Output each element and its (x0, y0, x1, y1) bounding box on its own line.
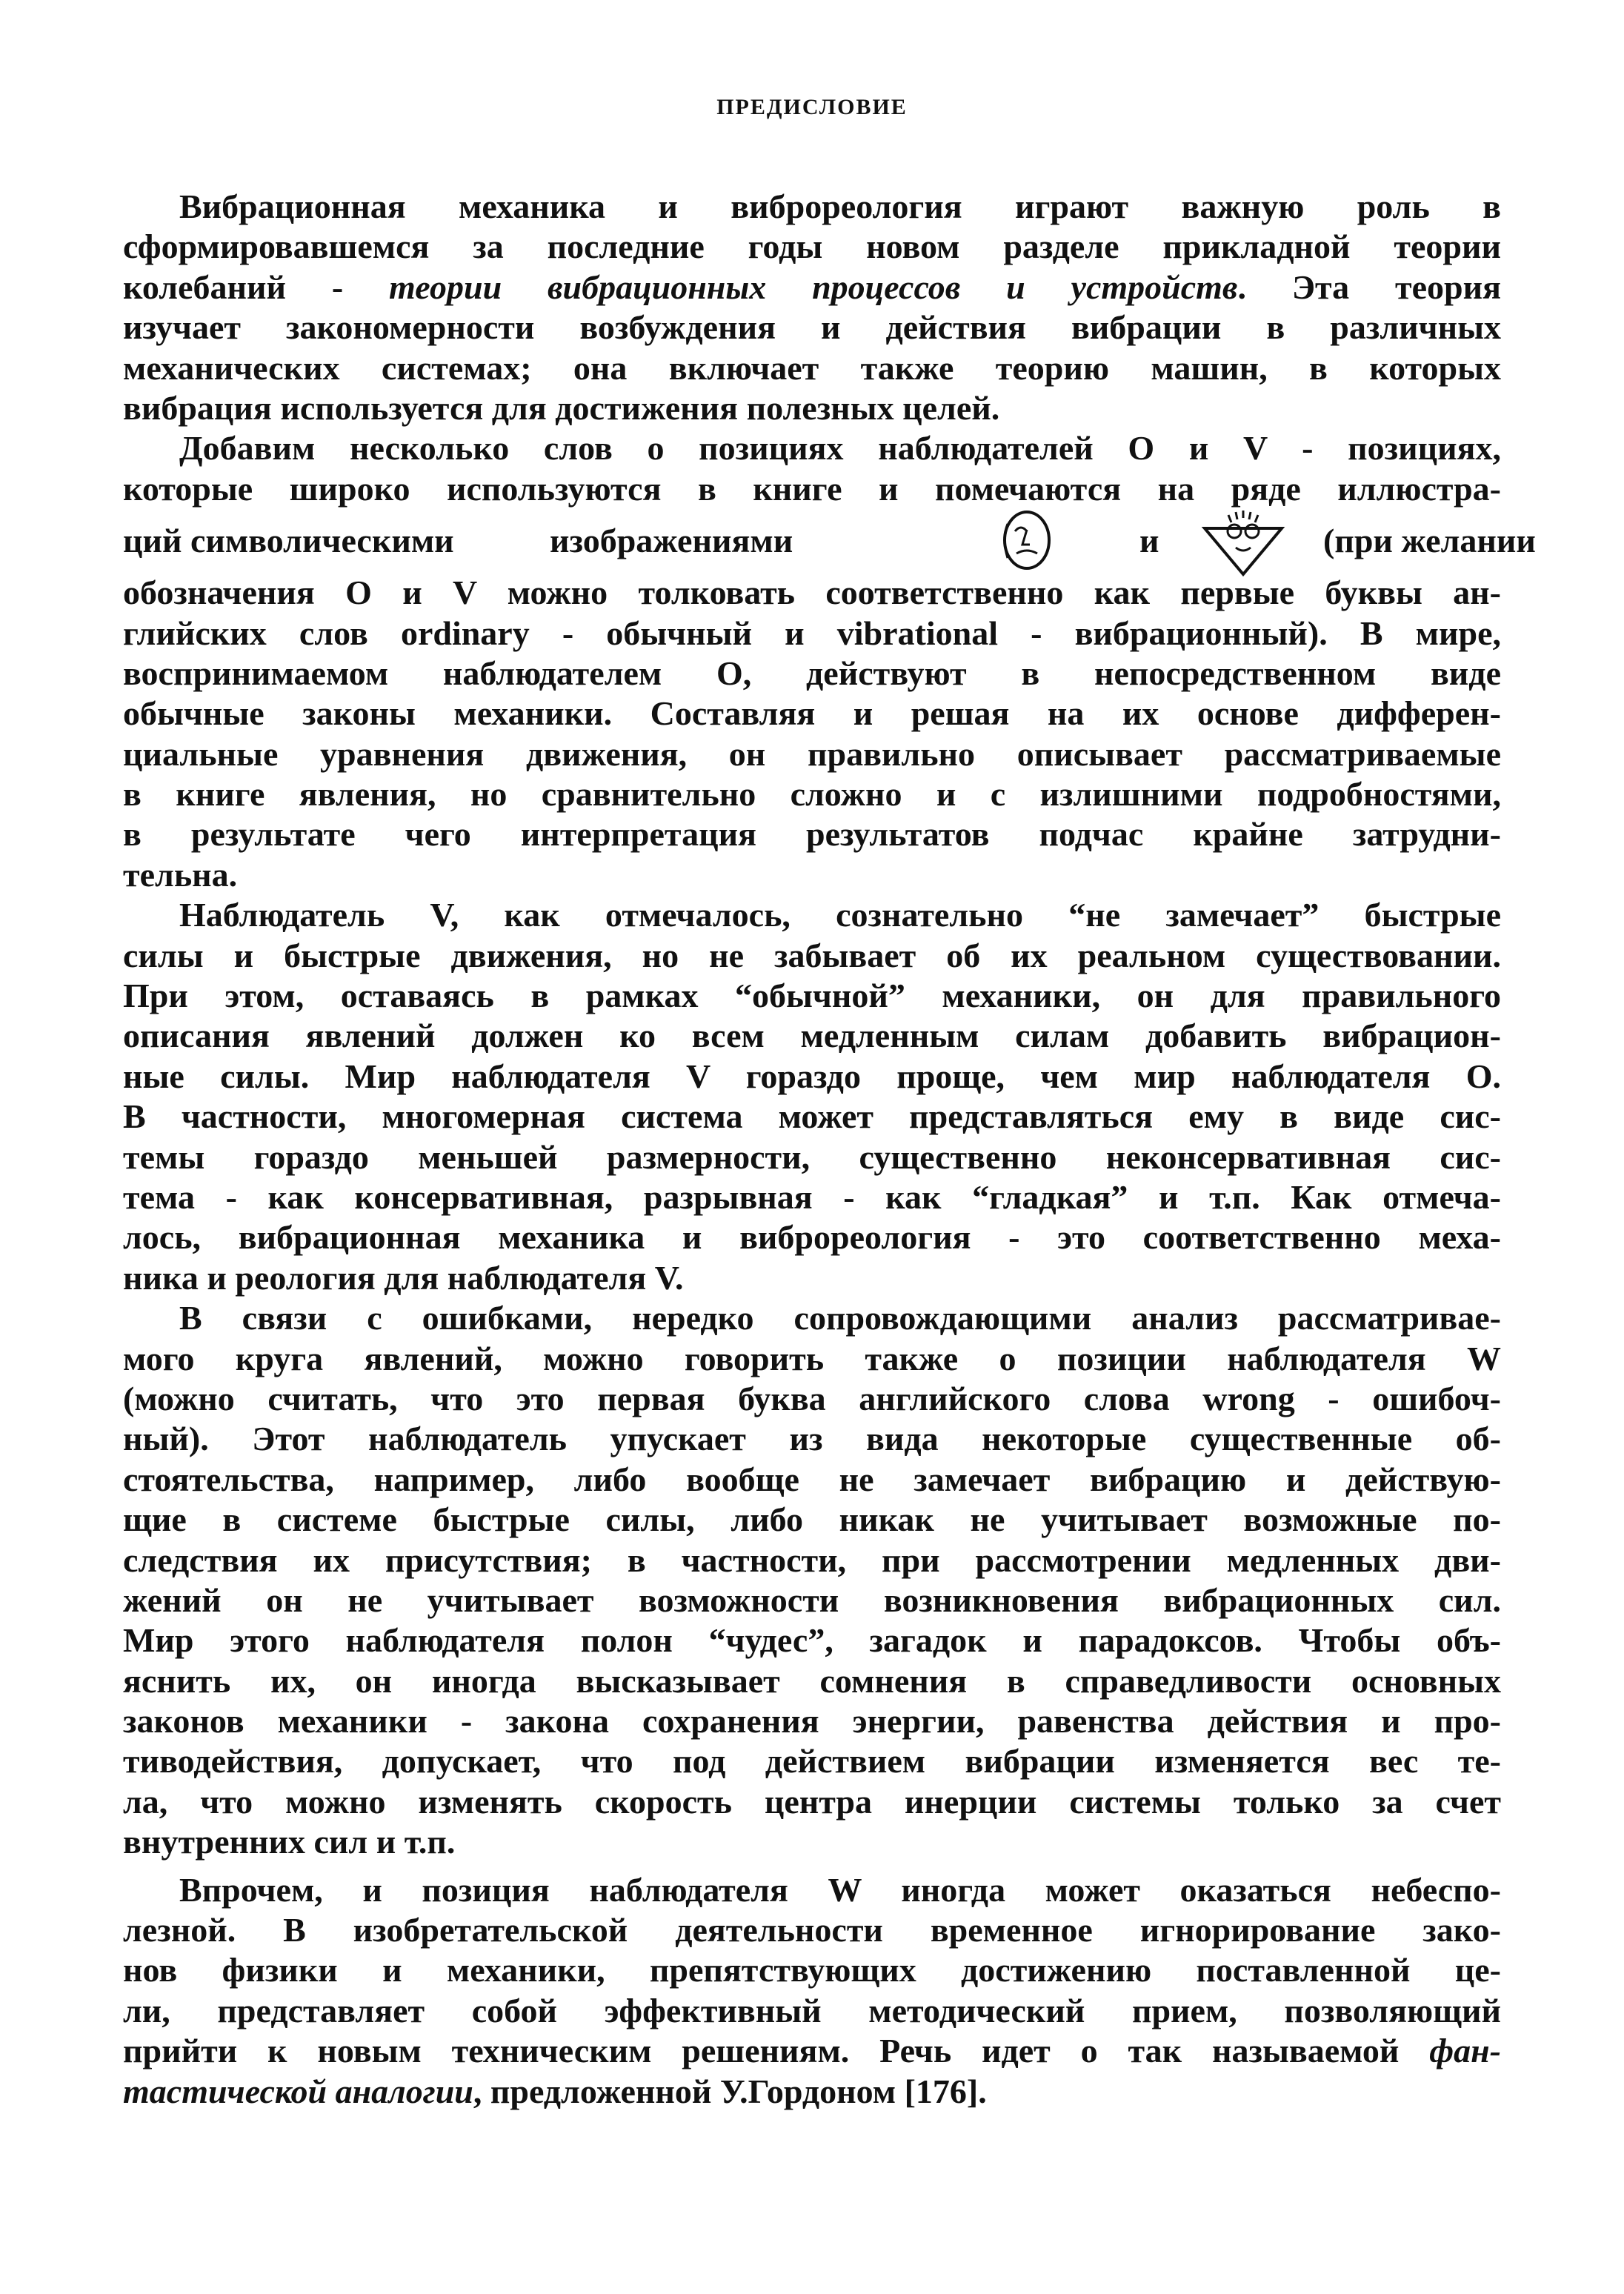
text-line: Добавим несколько слов о позициях наблюдателей O и V - позициях, (179, 429, 1501, 468)
text-line: описания явлений должен ко всем медленным силам добавить вибрацион- (123, 1017, 1501, 1055)
text-segment: . Эта теория (1237, 267, 1501, 306)
text-segment: (при желании (1323, 522, 1536, 560)
observer-v-face-icon (1199, 509, 1288, 577)
text-line: Вибрационная механика и виброреология играют важную роль в (179, 187, 1501, 225)
italic-term: тастической аналогии (123, 2072, 473, 2110)
text-line: ные силы. Мир наблюдателя V гораздо проще, чем мир наблюдателя O. (123, 1057, 1501, 1095)
text-line: яснить их, он иногда высказывает сомнения в справедливости основных (123, 1661, 1501, 1700)
text-line: законов механики - закона сохранения энергии, равенства действия и про- (123, 1702, 1501, 1741)
text-line: нов физики и механики, препятствующих достижению поставленной це- (123, 1951, 1501, 1989)
text-segment: , предложенной У.Гордоном [176]. (473, 2072, 987, 2110)
text-line: механических системах; она включает также теорию машин, в которых (123, 348, 1501, 387)
text-line: в книге явления, но сравнительно сложно и с излишними подробностями, (123, 775, 1501, 814)
text-line: в результате чего интерпретация результатов подчас крайне затрудни- (123, 815, 1501, 854)
text-line: ный). Этот наблюдатель упускает из вида некоторые существенные об- (123, 1420, 1501, 1458)
text-line: темы гораздо меньшей размерности, существенно неконсервативная сис- (123, 1137, 1501, 1176)
text-line: тельна. (123, 855, 238, 894)
text-line: Мир этого наблюдателя полон “чудес”, загадок и парадоксов. Чтобы объ- (123, 1621, 1501, 1660)
symbol-line (123, 509, 1536, 573)
text-line: Наблюдатель V, как отмечалось, сознательно “не замечает” быстрые (179, 896, 1501, 934)
text-line: циальные уравнения движения, он правильно описывает рассматриваемые (123, 734, 1501, 773)
text-line: ли, представляет собой эффективный методический прием, позволяющий (123, 1991, 1501, 2029)
text-line: ла, что можно изменять скорость центра инерции системы только за счет (123, 1782, 1501, 1821)
text-line (123, 267, 1501, 307)
text-line: (можно считать, что это первая буква английского слова wrong - ошибоч- (123, 1379, 1501, 1417)
text-segment: ций символическими (123, 522, 454, 560)
page-title: ПРЕДИСЛОВИЕ (716, 95, 908, 119)
text-line: мого круга явлений, можно говорить также о позиции наблюдателя W (123, 1339, 1501, 1377)
text-segment: прийти к новым техническим решениям. Речь идет о так называемой (123, 2032, 1430, 2070)
text-line: внутренних сил и т.п. (123, 1823, 456, 1861)
text-line: изучает закономерности возбуждения и действия вибрации в различных (123, 308, 1501, 347)
text-line: щие в системе быстрые силы, либо никак не учитывает возможные по- (123, 1500, 1501, 1539)
text-line: которые широко используются в книге и помечаются на ряде иллюстра- (123, 469, 1501, 508)
text-line: тиводействия, допускает, что под действием вибрации изменяется вес те- (123, 1742, 1501, 1781)
text-line: лезной. В изобретательской деятельности временное игнорирование зако- (123, 1911, 1501, 1949)
text-line (123, 2072, 1501, 2112)
text-line: тема - как консервативная, разрывная - как “гладкая” и т.п. Как отмеча- (123, 1177, 1501, 1216)
text-line (123, 2031, 1501, 2071)
text-line: глийских слов ordinary - обычный и vibrational - вибрационный). В мире, (123, 614, 1501, 652)
text-line: обычные законы механики. Составляя и решая на их основе дифферен- (123, 694, 1501, 733)
italic-term: теории вибрационных процессов и устройств (389, 267, 1238, 306)
text-line: В связи с ошибками, нередко сопровождающими анализ рассматривае- (179, 1299, 1501, 1337)
italic-term: фан- (1429, 2032, 1501, 2070)
observer-o-face-icon (999, 509, 1055, 571)
text-segment: и (1139, 522, 1159, 560)
text-line: сформировавшемся за последние годы новом разделе прикладной теории (123, 227, 1501, 266)
text-segment: изображениями (550, 522, 793, 560)
text-line: силы и быстрые движения, но не забывает об их реальном существовании. (123, 936, 1501, 974)
text-line: лось, вибрационная механика и виброреология - это соответственно меха- (123, 1218, 1501, 1257)
text-line: ника и реология для наблюдателя V. (123, 1258, 684, 1297)
text-line: воспринимаемом наблюдателем O, действуют в непосредственном виде (123, 654, 1501, 692)
text-line: При этом, оставаясь в рамках “обычной” механики, он для правильного (123, 977, 1501, 1015)
text-line: Впрочем, и позиция наблюдателя W иногда может оказаться небеспо- (179, 1870, 1501, 1909)
text-line: жений он не учитывает возможности возникновения вибрационных сил. (123, 1580, 1501, 1619)
text-segment: колебаний - (123, 267, 390, 306)
preface-body (123, 187, 1536, 2112)
text-line: вибрация используется для достижения полезных целей. (123, 388, 1000, 427)
text-line: следствия их присутствия; в частности, при рассмотрении медленных дви- (123, 1540, 1501, 1579)
text-line: В частности, многомерная система может представляться ему в виде сис- (123, 1097, 1501, 1136)
text-line: обозначения O и V можно толковать соответственно как первые буквы ан- (123, 574, 1501, 612)
text-line: стоятельства, например, либо вообще не замечает вибрацию и действую- (123, 1460, 1501, 1498)
